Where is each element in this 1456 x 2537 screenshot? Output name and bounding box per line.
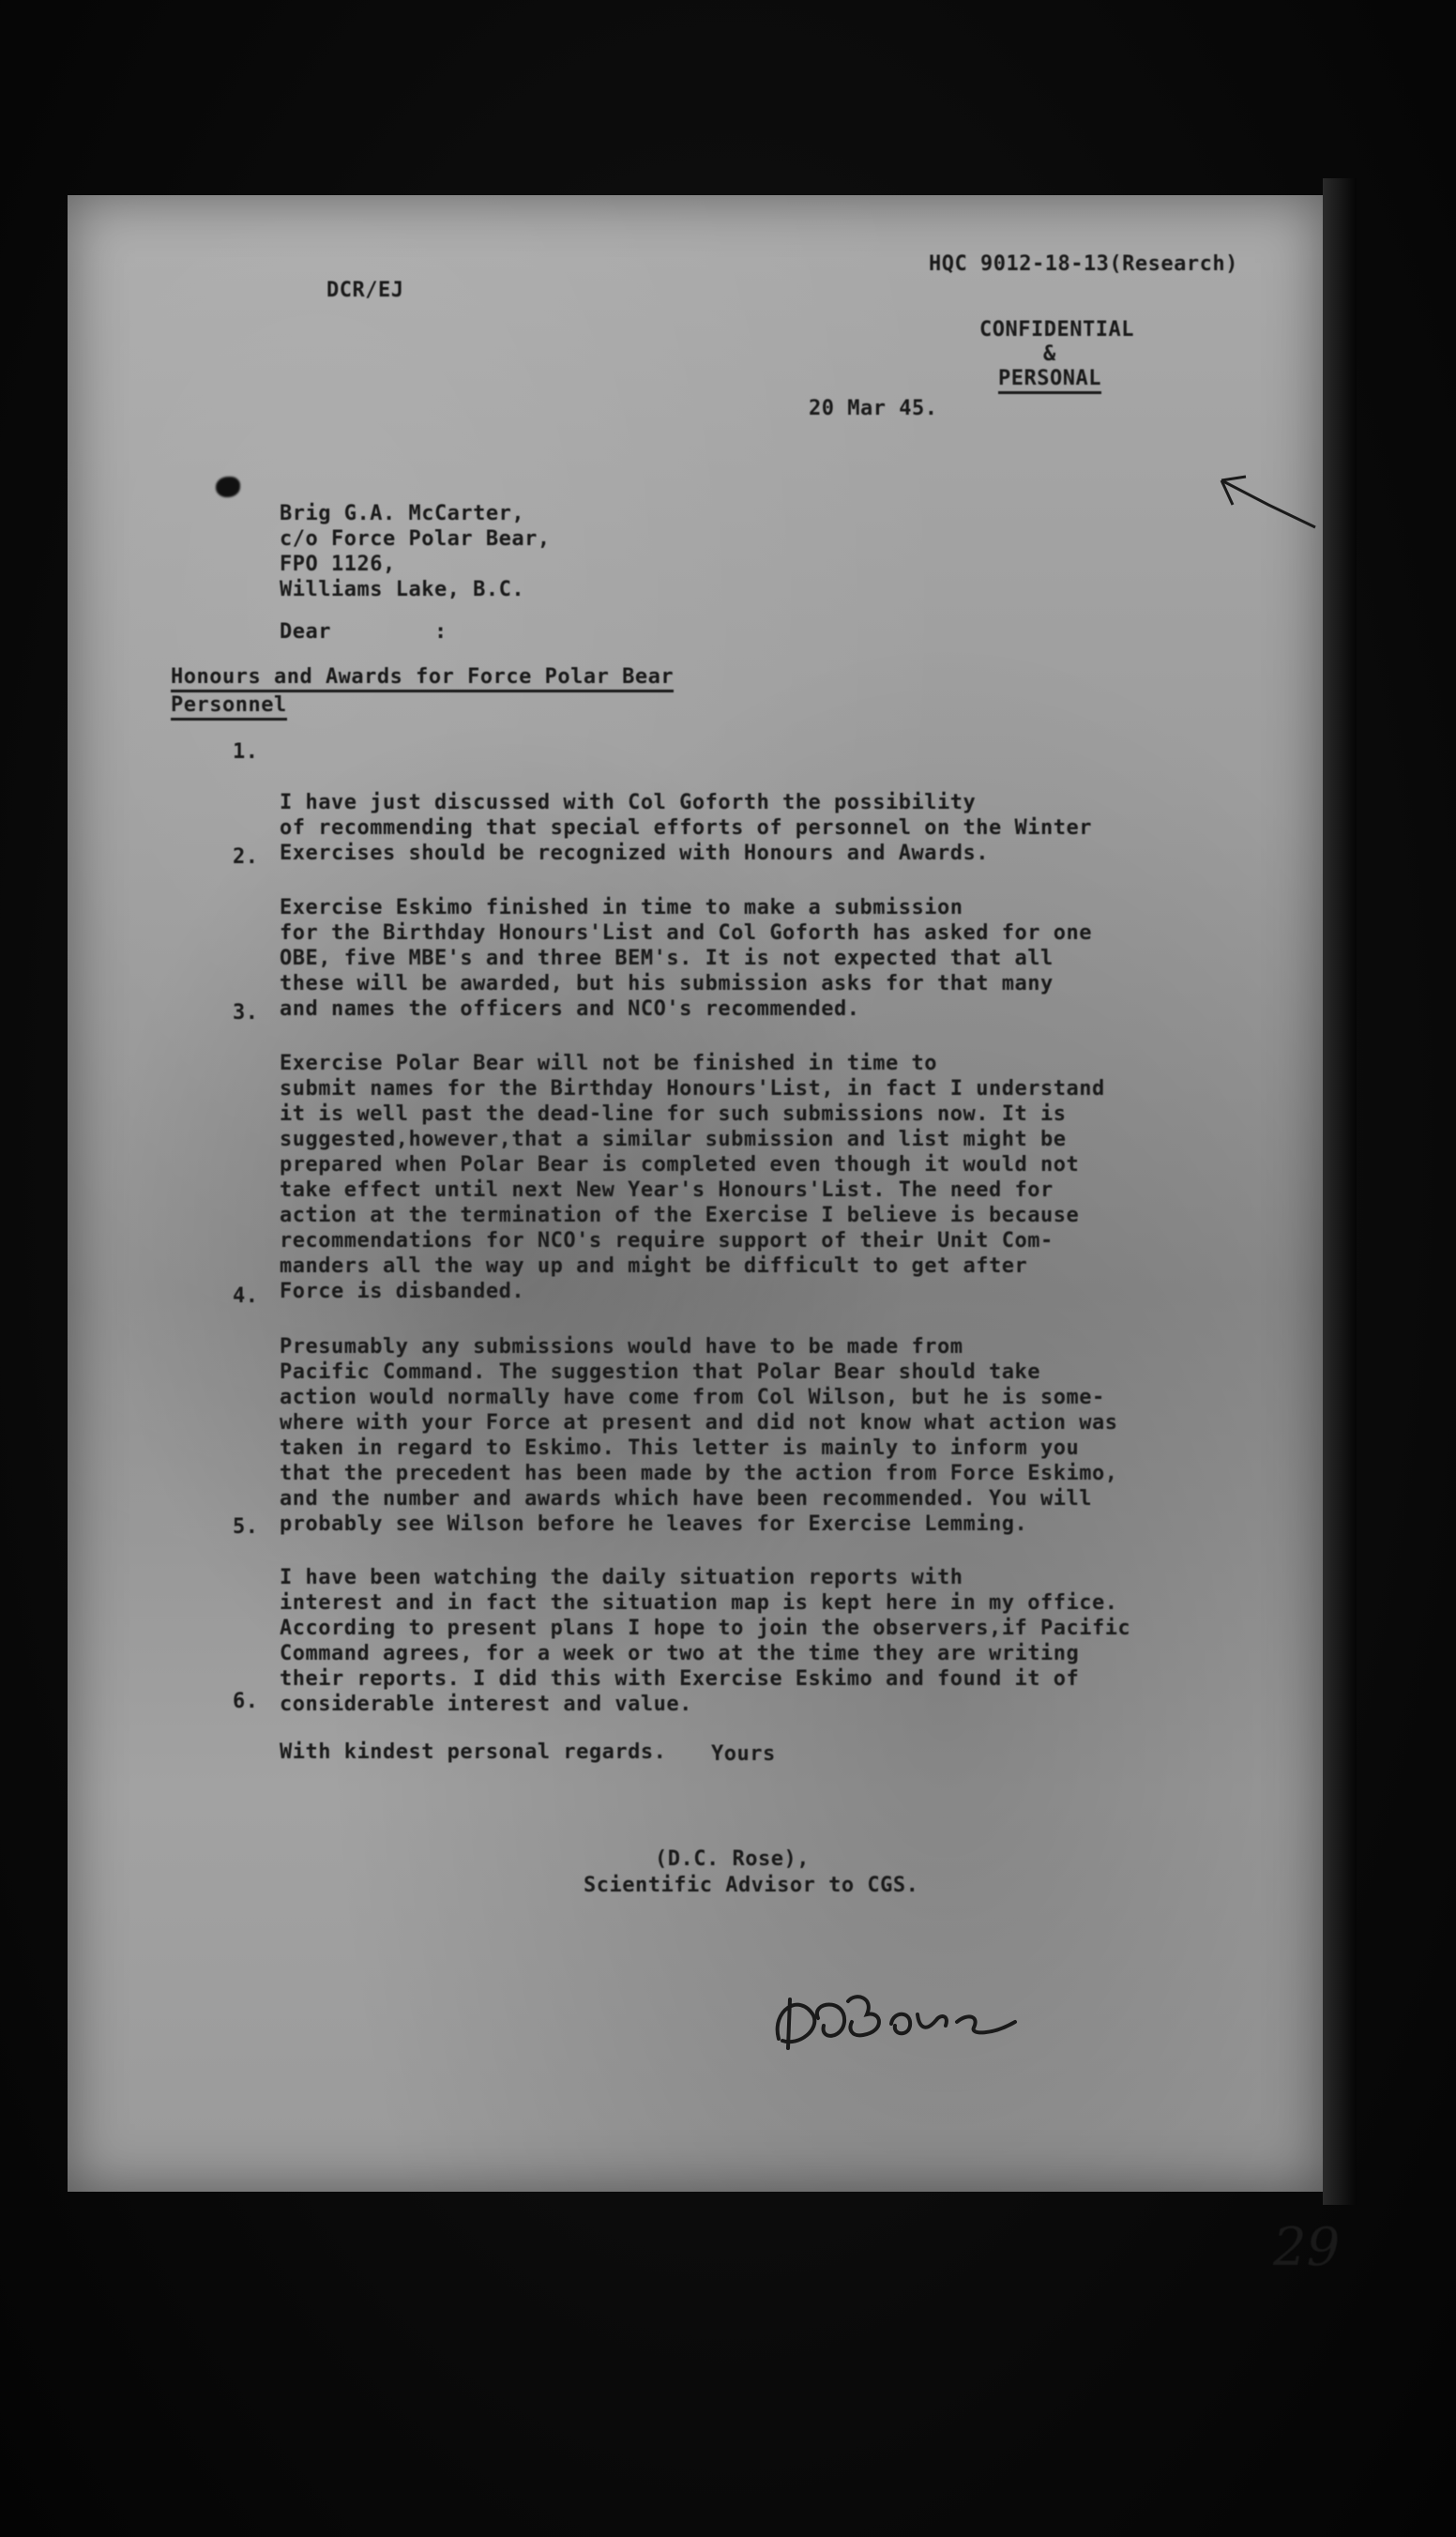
paragraph-number: 1. <box>233 740 259 764</box>
paragraph-6 <box>233 1689 1358 1790</box>
classification-personal: PERSONAL <box>998 366 1101 394</box>
address-line-4: Williams Lake, B.C. <box>280 578 525 601</box>
address-line-1: Brig G.A. McCarter, <box>280 502 525 525</box>
paragraph-number: 6. <box>233 1690 259 1713</box>
classification-confidential: CONFIDENTIAL <box>979 318 1134 342</box>
paragraph-text: I have just discussed with Col Goforth the possibility of recommending that special efforts of personnel on the Winter Exercises should be recognized with Honours and Awards. <box>280 791 1092 865</box>
address-line-3: FPO 1126, <box>280 553 396 576</box>
handwritten-page-number: 29 <box>1273 2217 1341 2278</box>
paragraph-number: 2. <box>233 845 259 869</box>
valediction: Yours <box>711 1742 776 1766</box>
paragraph-number: 5. <box>233 1515 259 1539</box>
paragraph-text: I have been watching the daily situation reports with interest and in fact the situation map is kept here in my office. According to present plans I hope to join the observers,if Pacific Command agrees, for a week or two at the time they are writing their reports. I did this with Exercise Eskimo and found it of considerable interest and value. <box>280 1566 1131 1716</box>
paragraph-number: 4. <box>233 1284 259 1308</box>
paragraph-3 <box>233 1000 1358 1329</box>
subject-line-2: Personnel <box>171 692 287 721</box>
letter-date: 20 Mar 45. <box>809 397 938 420</box>
file-number: HQC 9012-18-13(Research) <box>929 252 1238 276</box>
classification-ampersand: & <box>1043 342 1056 366</box>
paragraph-text: With kindest personal regards. <box>280 1740 667 1764</box>
paragraph-text: Presumably any submissions would have to be made from Pacific Command. The suggestion that Polar Bear should take action would normally have come from Col Wilson, but he is some- where with your Force at present and did not know what action was taken in regard to Eskimo. This letter is mainly to inform you that the precedent has been made by the action from Force Eskimo, and the number and awards which have been recommended. You will probably see Wilson before he leaves for Exercise Lemming. <box>280 1335 1118 1536</box>
paragraph-text: Exercise Polar Bear will not be finished in time to submit names for the Birthday Honours'List, in fact I understand it is well past the dead-line for such submissions now. It is suggested,however,that a similar submission and list might be prepared when Polar Bear is completed even though it would not take effect until next New Year's Honours'List. The need for action at the termination of the Exercise I believe is because recommendations for NCO's require support of their Unit Com- manders all the way up and might be difficult to get after Force is disbanded. <box>280 1052 1105 1303</box>
address-line-2: c/o Force Polar Bear, <box>280 527 551 551</box>
paragraph-number: 3. <box>233 1001 259 1025</box>
hole-punch-mark <box>216 477 240 497</box>
paragraph-text: Exercise Eskimo finished in time to make a submission for the Birthday Honours'List and Col Goforth has asked for one OBE, five MBE's and three BEM's. It is not expected that all these will be awarded, but his submission asks for that many and names the officers and NCO's recommended. <box>280 896 1092 1021</box>
salutation: Dear : <box>280 620 447 644</box>
handwritten-signature <box>762 1973 1062 2067</box>
handwritten-arrow-mark <box>1212 469 1325 535</box>
reference-initials: DCR/EJ <box>326 279 404 302</box>
signatory-title: Scientific Advisor to CGS. <box>584 1874 919 1897</box>
signatory-name: (D.C. Rose), <box>655 1847 810 1871</box>
subject-line-1: Honours and Awards for Force Polar Bear <box>171 664 674 692</box>
letter-page <box>68 195 1341 2278</box>
